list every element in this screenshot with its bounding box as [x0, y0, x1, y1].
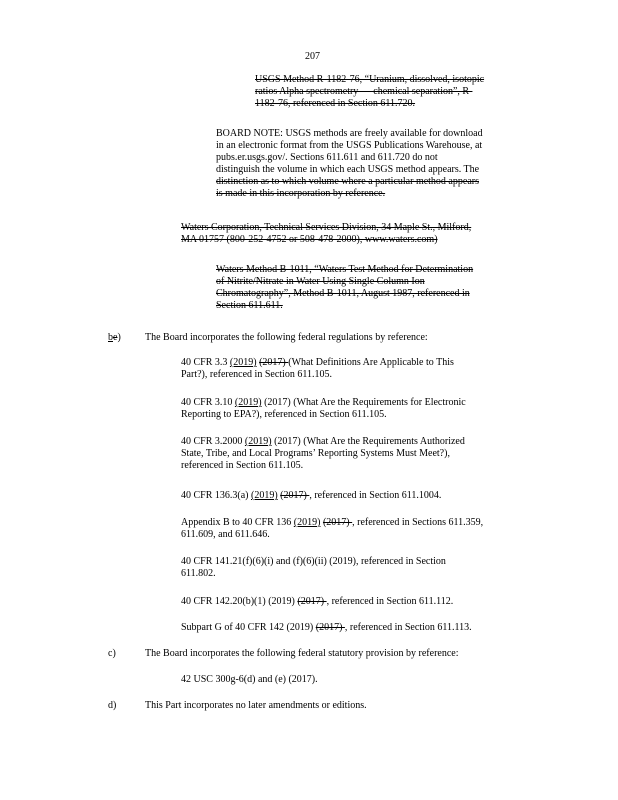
board-note: [216, 128, 536, 200]
text-line: pubs.er.usgs.gov/. Sections 611.611 and 611.720 do not: [216, 152, 438, 163]
subsection-d-label: d): [108, 700, 117, 711]
text-line: ratios Alpha spectrometry — chemical separation”, R-: [255, 86, 473, 97]
reg-item: 40 CFR 142.20(b)(1) (2019) (2017) , referenced in Section 611.112.: [181, 596, 454, 607]
subsection-b-label: be): [108, 332, 121, 343]
text-line: BOARD NOTE: USGS methods are freely available for download: [216, 128, 483, 139]
subsection-c-item: 42 USC 300g-6(d) and (e) (2017).: [181, 674, 318, 685]
reg-item: Appendix B to 40 CFR 136 (2019) (2017) , referenced in Sections 611.359, 611.609, and 611.646.: [181, 517, 484, 540]
text-line: Waters Corporation, Technical Services Division, 34 Maple St., Milford,: [181, 222, 472, 233]
subsection-d-text: This Part incorporates no later amendments or editions.: [145, 700, 367, 711]
text-line: of Nitrite/Nitrate in Water Using Single Column Ion: [216, 276, 425, 287]
subsection-c-label: c): [108, 648, 116, 659]
waters-method-entry: [216, 264, 526, 312]
reg-item: 40 CFR 3.3 (2019) (2017) (What Definitions Are Applicable to This Part?), referenced in Section 611.105.: [181, 357, 454, 380]
subsection-c-text: The Board incorporates the following federal statutory provision by reference:: [145, 648, 459, 659]
text-line: Waters Method B-1011, “Waters Test Method for Determination: [216, 264, 474, 275]
reg-item: 40 CFR 141.21(f)(6)(i) and (f)(6)(ii) (2019), referenced in Section 611.802.: [181, 556, 446, 579]
text-line: Section 611.611.: [216, 300, 283, 311]
text-line: in an electronic format from the USGS Publications Warehouse, at: [216, 140, 483, 151]
text-line: USGS Method R-1182-76, “Uranium, dissolved, isotopic: [255, 74, 485, 85]
text-line-struck: distinction as to which volume where a particular method appears: [216, 176, 479, 187]
waters-corp-entry: [181, 222, 526, 246]
text-line-struck: is made in this incorporation by reference.: [216, 188, 386, 199]
text-line: 1182-76, referenced in Section 611.720.: [255, 98, 416, 109]
text-line: Chromatography”, Method B-1011, August 1987, referenced in: [216, 288, 470, 299]
reg-item: 40 CFR 3.10 (2019) (2017) (What Are the Requirements for Electronic Reporting to EPA?), referenced in Section 611.105.: [181, 397, 466, 420]
reg-item: 40 CFR 3.2000 (2019) (2017) (What Are the Requirements Authorized State, Tribe, and Local Programs’ Reporting Systems Must Meet?), referenced in Section 611.105.: [181, 436, 465, 471]
page-number: 207: [305, 51, 320, 62]
usgs-r1182-entry: [255, 74, 515, 110]
reg-item: 40 CFR 136.3(a) (2019) (2017) , referenced in Section 611.1004.: [181, 490, 442, 501]
text-line: MA 01757 (800-252-4752 or 508-478-2000), www.waters.com): [181, 234, 438, 245]
subsection-b-text: The Board incorporates the following federal regulations by reference:: [145, 332, 428, 343]
reg-item: Subpart G of 40 CFR 142 (2019) (2017) , referenced in Section 611.113.: [181, 622, 472, 633]
text-line: distinguish the volume in which each USGS method appears. The: [216, 164, 480, 175]
